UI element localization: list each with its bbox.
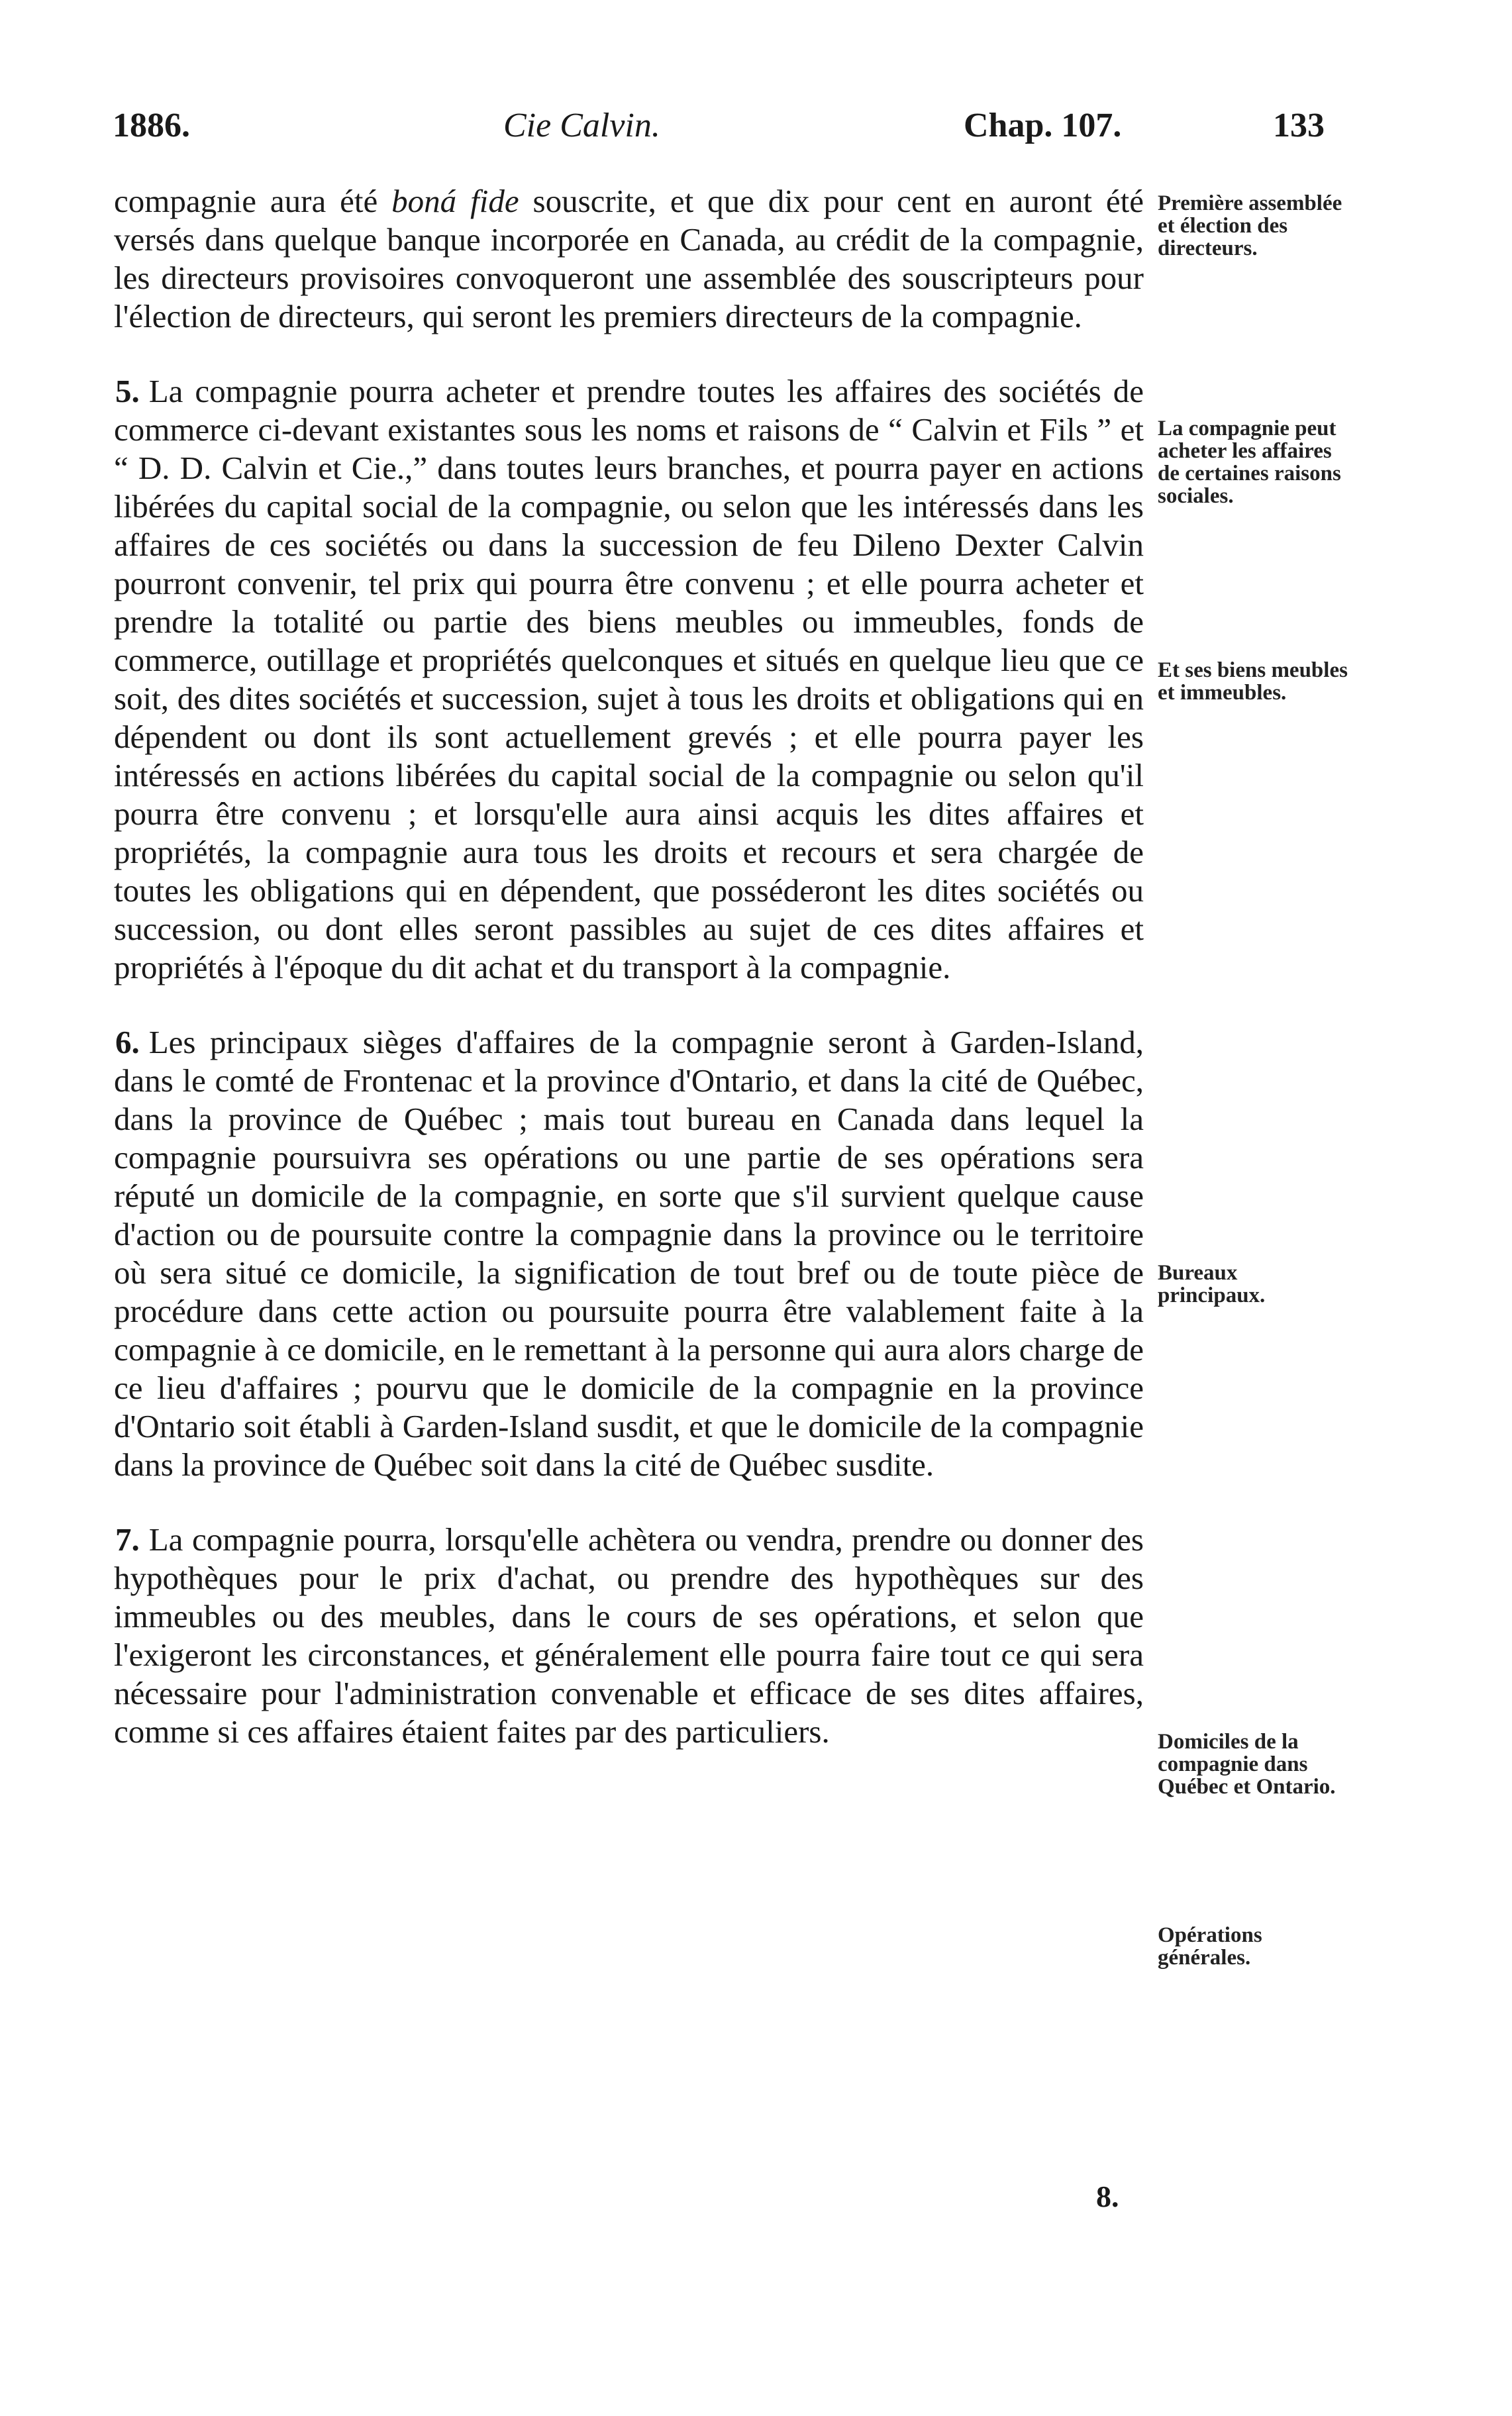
section-7 [114, 1521, 1144, 1751]
section-body: La compagnie pourra acheter et prendre toutes les affaires des sociétés de commerce ci-devant existantes sous les noms et raisons de “ Calvin et Fils ” et “ D. D. Calvin et Cie.,” dans toutes leurs branches, et pourra payer en actions libérées du capital social de la compagnie, ou selon que les intéressés dans les affaires de ces sociétés ou dans la succession de feu Dileno Dexter Calvin pourront convenir, tel prix qui pourra être convenu ; et elle pourra acheter et prendre la totalité ou partie des biens meubles ou immeubles, fonds de commerce, outillage et propriétés quelconques et situés en quelque lieu que ce soit, des dites sociétés et succession, sujet à tous les droits et obligations qui en dépendent ou dont ils sont actuellement grevés ; et elle pourra payer les intéressés en actions libérées du capital social de la compagnie ou selon qu'il pourra être convenu ; et lorsqu'elle aura ainsi acquis les dites affaires et propriétés, la compagnie aura tous les droits et recours et sera chargée de toutes les obligations qui en dépendent, que posséderont les dites sociétés ou succession, ou dont elles seront passibles au sujet de ces dites affaires et propriétés à l'époque du dit achat et du transport à la compagnie. [114, 373, 1144, 985]
section-number: 6. [115, 1024, 140, 1060]
section-continuation [114, 182, 1144, 336]
margin-note-head-offices: Bureaux principaux. [1158, 1261, 1266, 1307]
margin-note-first-meeting: Première assemblée et élection des directeurs. [1158, 191, 1342, 260]
section-body: La compagnie pourra, lorsqu'elle achètera ou vendra, prendre ou donner des hypothèques pour le prix d'achat, ou prendre des hypothèques sur des immeubles ou des meubles, dans le cours de ses opérations, et selon que l'exigeront les circonstances, et généralement elle pourra faire tout ce qui sera nécessaire pour l'administration convenable et efficace de ses dites affaires, comme si ces affaires étaient faites par des particuliers. [114, 1521, 1144, 1750]
running-header [113, 106, 1325, 152]
main-text-column [114, 182, 1144, 1787]
header-chapter: Chap. 107. [964, 107, 1122, 144]
section-text [114, 182, 1144, 336]
section-text [114, 372, 1144, 987]
italic-phrase: boná fide [391, 183, 519, 219]
catchword: 8. [1096, 2180, 1119, 2213]
section-text [114, 1023, 1144, 1484]
margin-note-domiciles: Domiciles de la compagnie dans Québec et Ontario. [1158, 1730, 1336, 1799]
section-number: 5. [115, 373, 140, 409]
section-6 [114, 1023, 1144, 1484]
section-number: 7. [115, 1521, 140, 1558]
text-fragment: souscrite, et que dix pour cent en auront été versés dans quelque banque incorporée en Canada, au crédit de la compagnie, les directeurs provisoires convoqueront une assemblée des souscripteurs pour l'élection de directeurs, qui seront les premiers directeurs de la compagnie. [114, 183, 1144, 334]
section-5 [114, 372, 1144, 987]
text-fragment: compagnie aura été [114, 183, 392, 219]
margin-note-property: Et ses biens meubles et immeubles. [1158, 658, 1348, 705]
margin-note-purchase-business: La compagnie peut acheter les affaires de certaines raisons sociales. [1158, 417, 1341, 508]
margin-note-general-operations: Opérations générales. [1158, 1923, 1262, 1970]
section-body: Les principaux sièges d'affaires de la compagnie seront à Garden-Island, dans le comté de Frontenac et la province d'Ontario, et dans la cité de Québec, dans la province de Québec ; mais tout bureau en Canada dans lequel la compagnie poursuivra ses opérations ou une partie de ses opérations sera réputé un domicile de la compagnie, en sorte que s'il survient quelque cause d'action ou de poursuite contre la compagnie dans la province ou le territoire où sera situé ce domicile, la signification de tout bref ou de toute pièce de procédure dans cette action ou poursuite pourra être valablement faite à la compagnie à ce domicile, en le remettant à la personne qui aura alors charge de ce lieu d'affaires ; pourvu que le domicile de la compagnie en la province d'Ontario soit établi à Garden-Island susdit, et que le domicile de la compagnie dans la province de Québec soit dans la cité de Québec susdite. [114, 1024, 1144, 1483]
section-text [114, 1521, 1144, 1751]
header-title: Cie Calvin. [503, 107, 660, 144]
header-year: 1886. [113, 107, 190, 144]
header-page-number: 133 [1273, 107, 1325, 144]
